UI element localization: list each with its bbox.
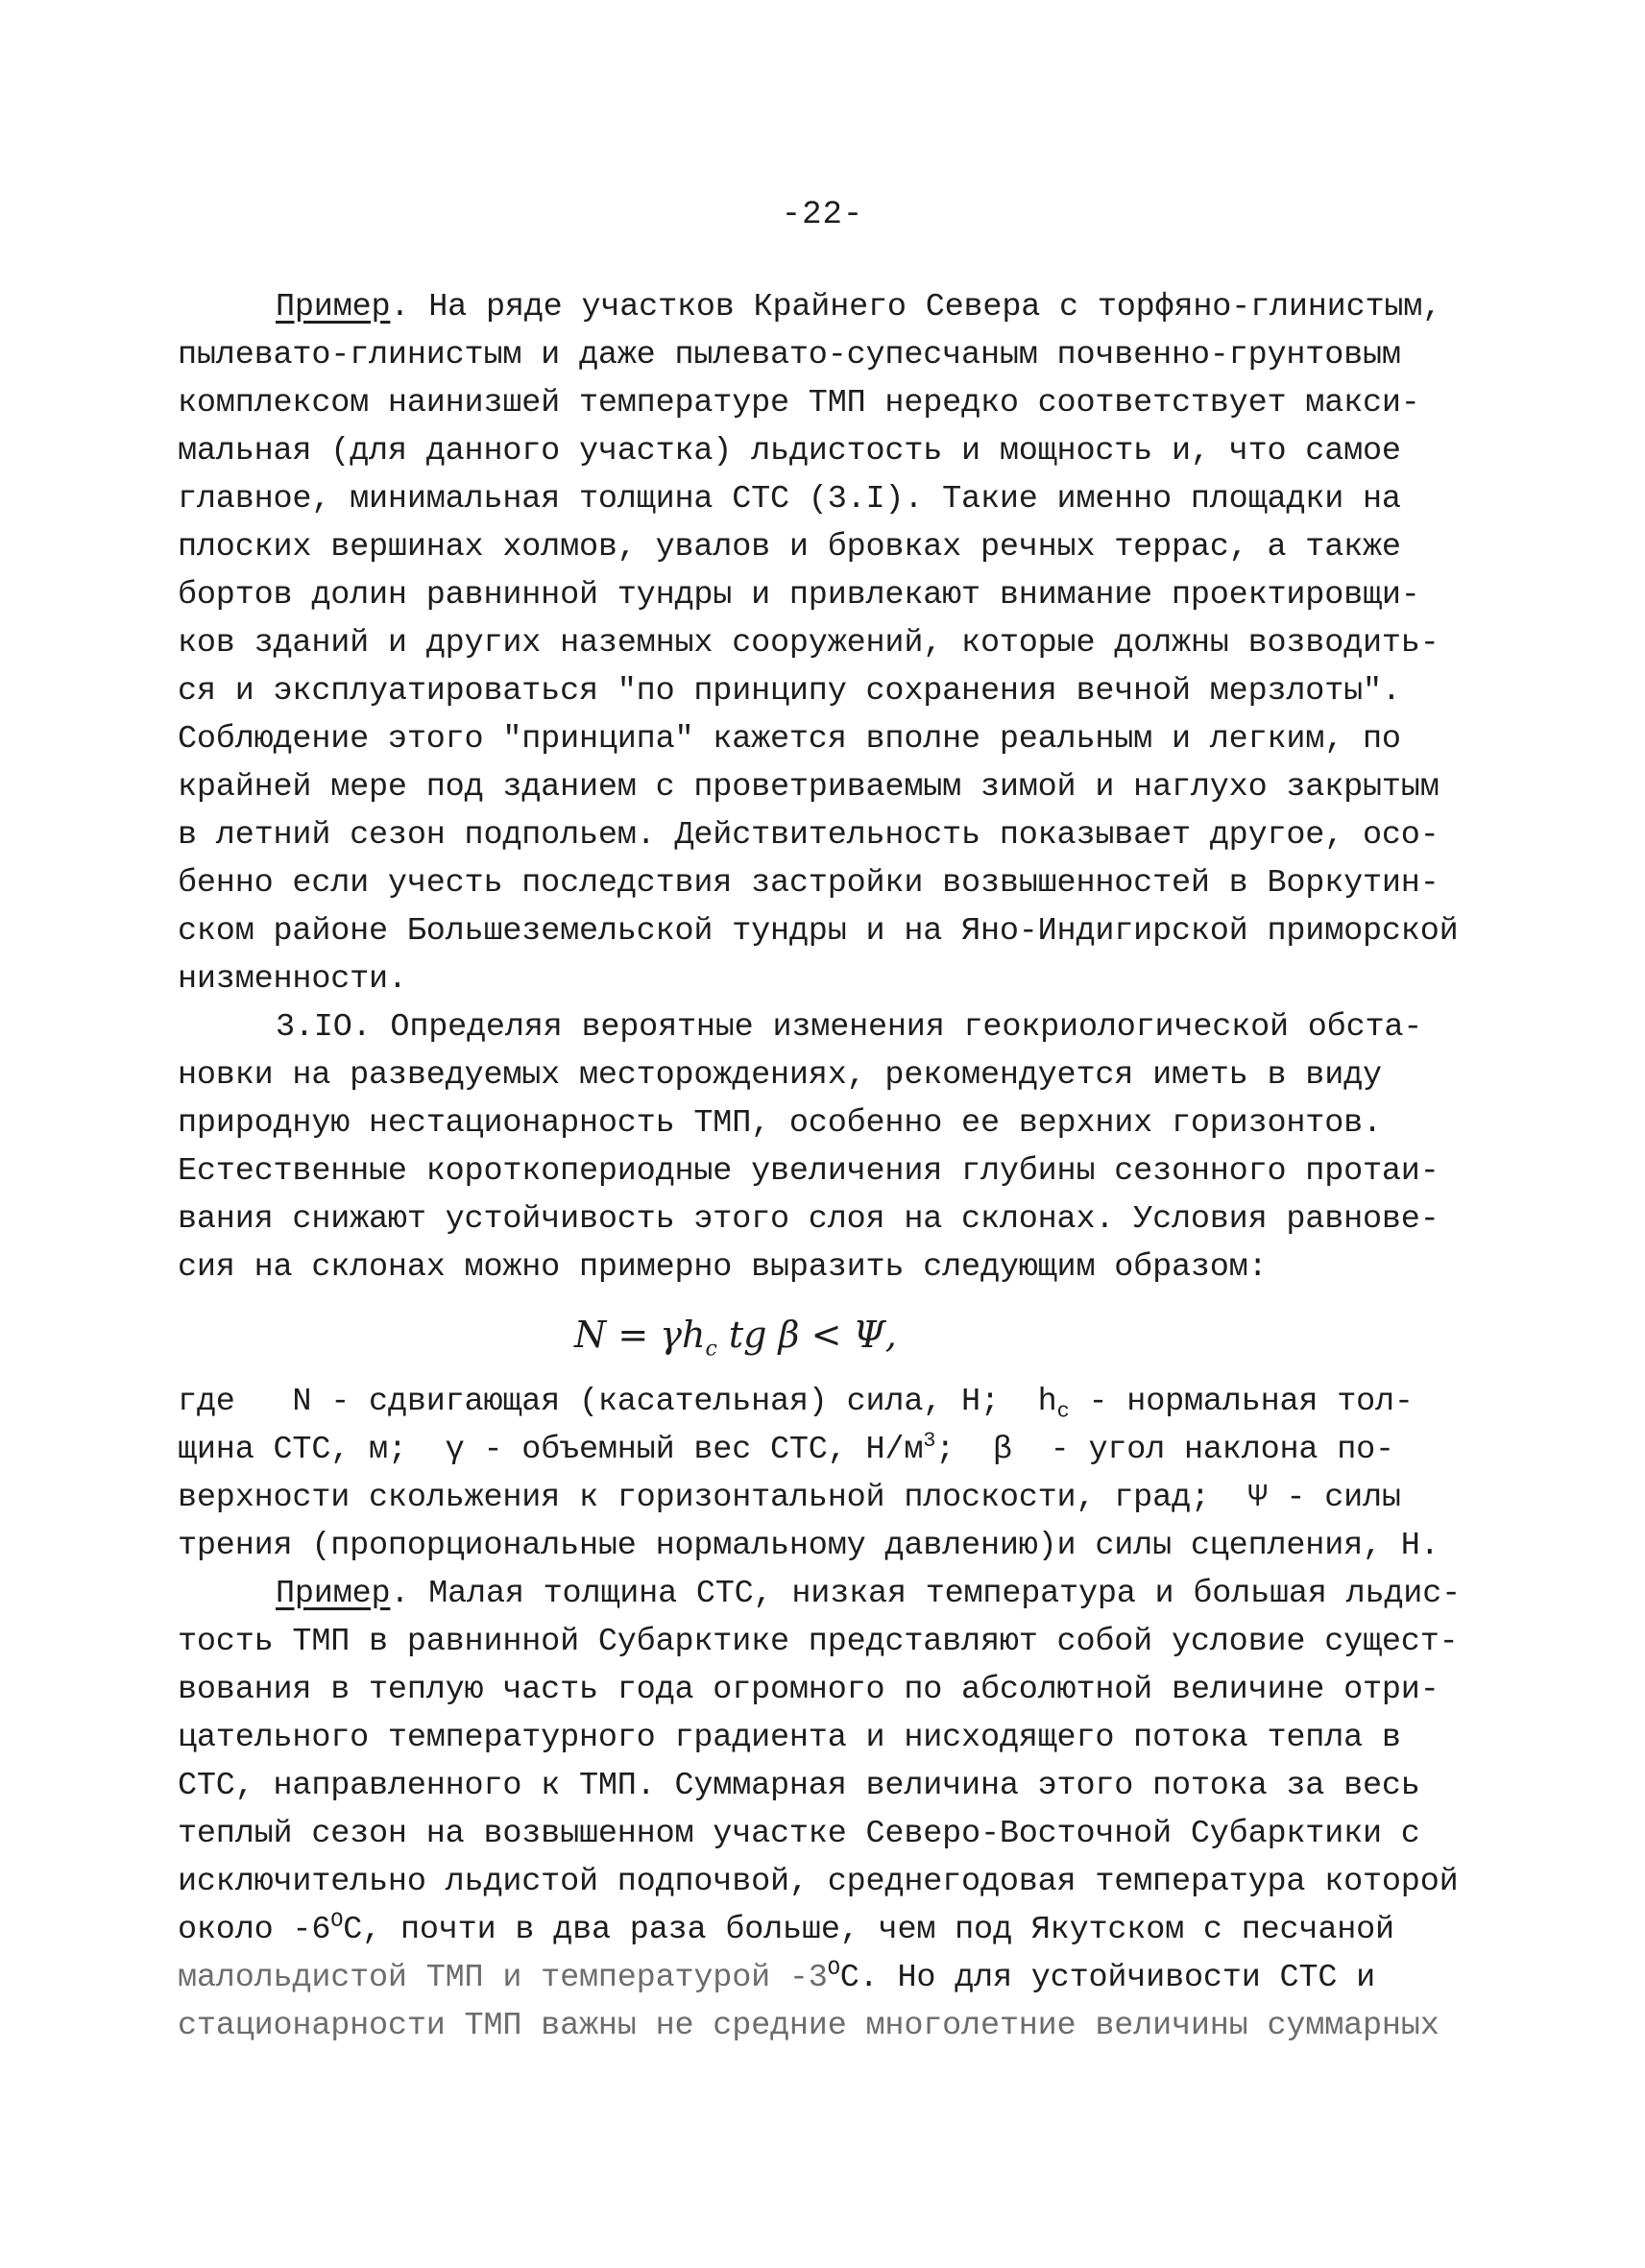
paragraph-3-line: малольдистой ТМП и температурой $-3^OС$. Но для устойчивости СТС и [178, 1956, 1376, 1996]
paragraph-1-line: плоских вершинах холмов, увалов и бровках речных террас, а также [178, 529, 1401, 566]
paragraph-2-line: вания снижают устойчивость этого слоя на склонах. Условия равнове- [178, 1201, 1439, 1238]
paragraph-1-line: пылевато-глинистым и даже пылевато-супесчаным почвенно-грунтовым [178, 337, 1401, 374]
definitions-line: трения (пропорциональные нормальному давлению)и силы сцепления, Н. [178, 1528, 1439, 1564]
paragraph-3-line: стационарности ТМП важны не средние многолетние величины суммарных [178, 2008, 1439, 2044]
example-label: Пример [276, 1576, 391, 1612]
definitions-line: щина СТС, м; γ - объемный вес СТС, $Н/м^3$; β - угол наклона по- [178, 1428, 1394, 1468]
paragraph-3-line: вования в теплую часть года огромного по абсолютной величине отри- [178, 1672, 1439, 1708]
paragraph-1-line: ся и эксплуатироваться "по принципу сохранения вечной мерзлоты". [178, 673, 1401, 710]
paragraph-3-line: теплый сезон на возвышенном участке Северо-Восточной Субарктики с [178, 1816, 1420, 1852]
paragraph-2-line: 3.IO. Определяя вероятные изменения геокриологической обста- [276, 1009, 1423, 1046]
definitions-line: верхности скольжения к горизонтальной плоскости, град; Ψ - силы [178, 1480, 1401, 1516]
paragraph-3-line: Пример. Малая толщина СТС, низкая температура и большая льдис- [276, 1576, 1462, 1612]
paragraph-1-line: в летний сезон подпольем. Действительность показывает другое, осо- [178, 817, 1439, 854]
paragraph-1-line: бенно если учесть последствия застройки возвышенностей в Воркутин- [178, 865, 1439, 902]
definitions-line: где N - сдвигающая (касательная) сила, Н; $h_c$ - нормальная тол- [178, 1384, 1414, 1424]
paragraph-3-line: СТС, направленного к ТМП. Суммарная величина этого потока за весь [178, 1768, 1420, 1804]
paragraph-3-line: цательного температурного градиента и нисходящего потока тепла в [178, 1720, 1401, 1756]
paragraph-1-line: крайней мере под зданием с проветриваемым зимой и наглухо закрытым [178, 769, 1439, 806]
example-label: Пример [276, 289, 391, 326]
paragraph-2-line: Естественные короткопериодные увеличения глубины сезонного протаи- [178, 1153, 1439, 1190]
paragraph-2-line: природную нестационарность ТМП, особенно ее верхних горизонтов. [178, 1105, 1382, 1142]
paragraph-3-line: около $-6^OС$, почти в два раза больше, чем под Якутском с песчаной [178, 1908, 1394, 1948]
paragraph-1-line: мальная (для данного участка) льдистость и мощность и, что самое [178, 433, 1401, 470]
paragraph-1-line: бортов долин равнинной тундры и привлекают внимание проектировщи- [178, 577, 1420, 614]
paragraph-1-line: комплексом наинизшей температуре ТМП нередко соответствует макси- [178, 385, 1420, 422]
paragraph-1-line: ском районе Большеземельской тундры и на Яно-Индигирской приморской [178, 913, 1459, 950]
paragraph-1-line: ков зданий и других наземных сооружений, которые должны возводить- [178, 625, 1439, 662]
paragraph-2-line: сия на склонах можно примерно выразить следующим образом: [178, 1249, 1268, 1286]
paragraph-3-line: исключительно льдистой подпочвой, среднегодовая температура которой [178, 1864, 1459, 1900]
paragraph-2-line: новки на разведуемых месторождениях, рекомендуется иметь в виду [178, 1057, 1382, 1094]
page-number: -22- [781, 197, 864, 233]
paragraph-3-line: тость ТМП в равнинной Субарктике представляют собой условие сущест- [178, 1624, 1459, 1660]
paragraph-1-line: низменности. [178, 961, 407, 998]
paragraph-1-line: Пример. На ряде участков Крайнего Севера с торфяно-глинистым, [276, 289, 1442, 326]
paragraph-1-line: главное, минимальная толщина СТС (3.I). Такие именно площадки на [178, 481, 1401, 518]
equilibrium-formula: $N = \gamma h_c$ tg β < Ψ, [574, 1314, 897, 1362]
paragraph-1-line: Соблюдение этого "принципа" кажется вполне реальным и легким, по [178, 721, 1401, 758]
